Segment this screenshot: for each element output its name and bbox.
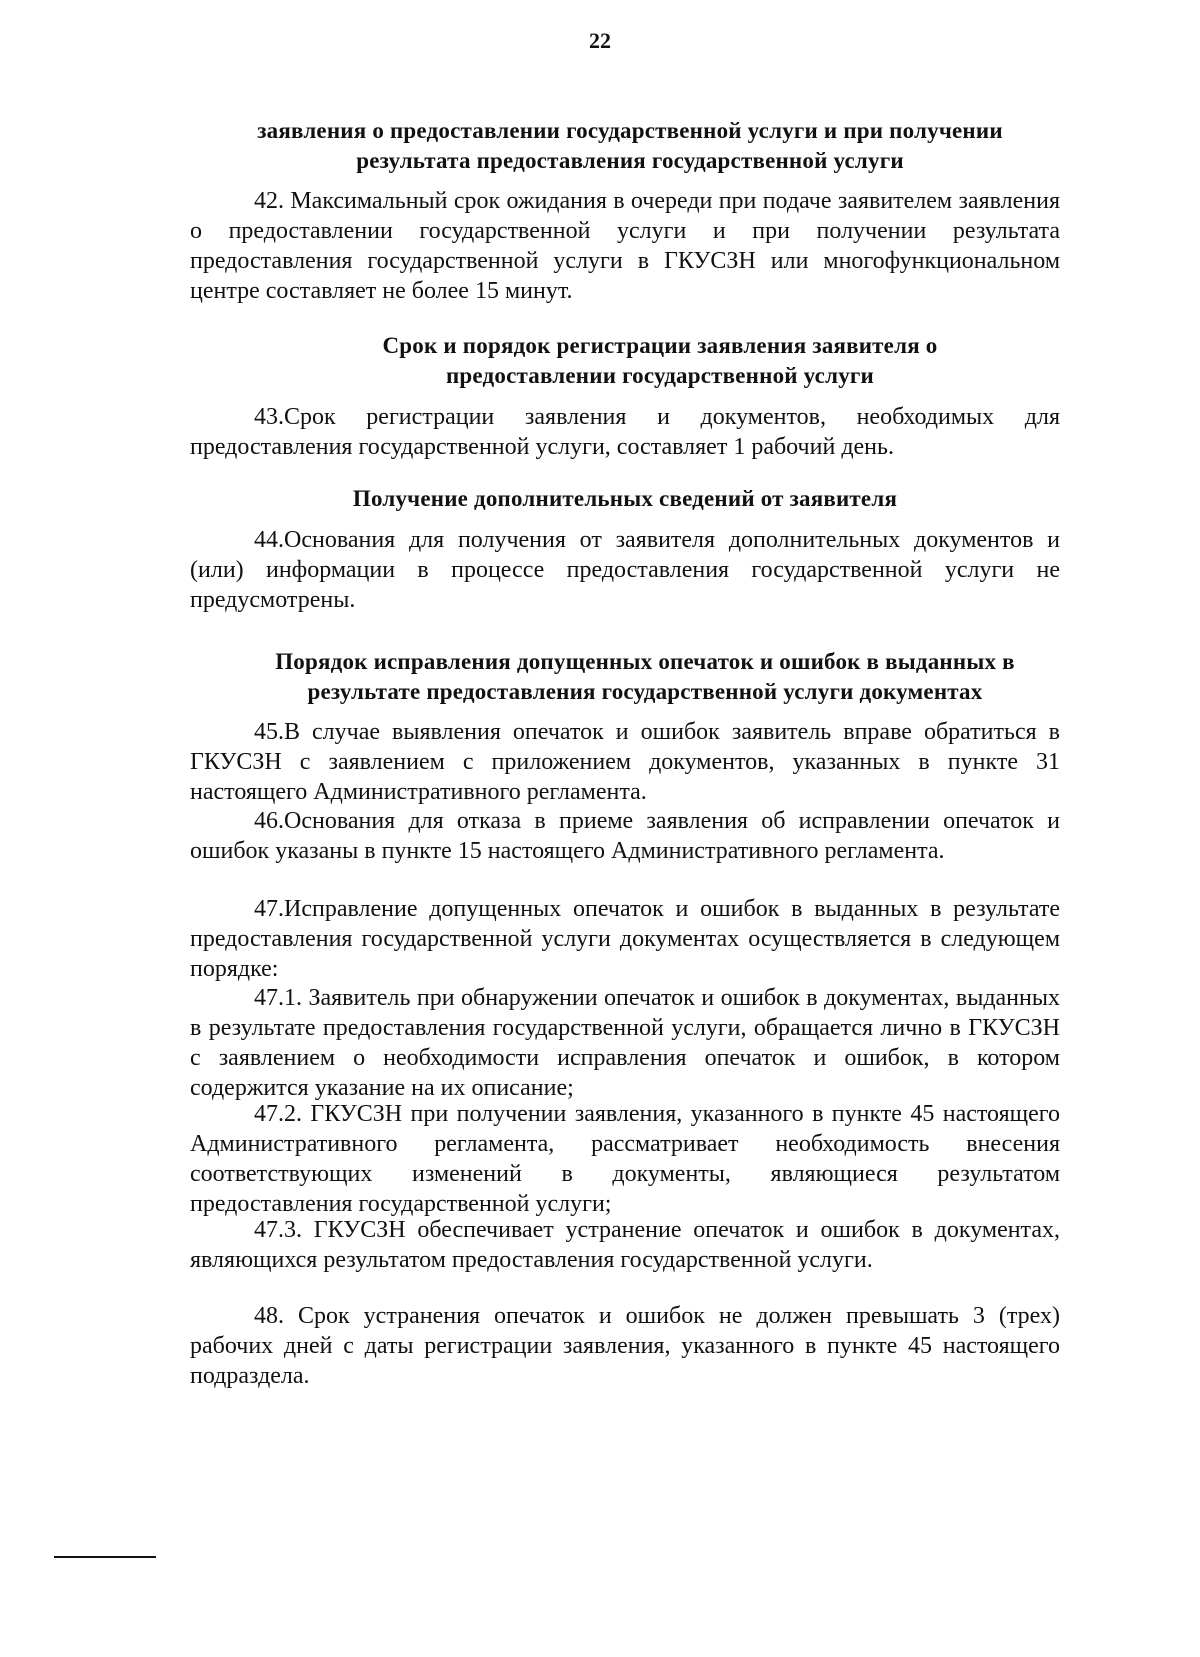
paragraph-48: 48. Срок устранения опечаток и ошибок не должен превышать 3 (трех) рабочих дней с даты регистрации заявления, указанного в пункте 45 настоящего подраздела.	[190, 1303, 1060, 1389]
paragraph-45: 45.В случае выявления опечаток и ошибок заявитель вправе обратиться в ГКУСЗН с заявлением с приложением документов, указанных в пункте 31 настоящего Административного регламента.	[190, 719, 1060, 805]
paragraph-47: 47.Исправление допущенных опечаток и ошибок в выданных в результате предоставления государственной услуги документах осуществляется в следующем порядке:	[190, 896, 1060, 982]
paragraph-47-1: 47.1. Заявитель при обнаружении опечаток и ошибок в документах, выданных в результате предоставления государственной услуги, обращается лично в ГКУСЗН с заявлением о необходимости исправления опечаток и ошибок, в котором содержится указание на их описание;	[190, 985, 1060, 1101]
paragraph-43: 43.Срок регистрации заявления и документов, необходимых для предоставления государственной услуги, составляет 1 рабочий день.	[190, 404, 1060, 460]
heading-registration: Срок и порядок регистрации заявления заявителя о предоставлении государственной услуги	[382, 333, 938, 388]
heading-error-correction: Порядок исправления допущенных опечаток и ошибок в выданных в результате предоставления государственной услуги документах	[275, 649, 1015, 704]
paragraph-47-2: 47.2. ГКУСЗН при получении заявления, указанного в пункте 45 настоящего Административного регламента, рассматривает необходимость внесения соответствующих изменений в документы, являющиеся результатом предоставления государственной услуги;	[190, 1101, 1060, 1217]
page-number: 22	[589, 28, 611, 53]
paragraph-42: 42. Максимальный срок ожидания в очереди при подаче заявителем заявления о предоставлении государственной услуги и при получении результата предоставления государственной услуги в ГКУСЗН или многофункциональном центре составляет не более 15 минут.	[190, 188, 1060, 304]
heading-continued: заявления о предоставлении государственной услуги и при получении результата предоставления государственной услуги	[257, 118, 1003, 173]
paragraph-44: 44.Основания для получения от заявителя дополнительных документов и (или) информации в процессе предоставления государственной услуги не предусмотрены.	[190, 527, 1060, 613]
heading-additional-info: Получение дополнительных сведений от заявителя	[352, 486, 898, 511]
footnote-separator	[54, 1556, 156, 1558]
paragraph-47-3: 47.3. ГКУСЗН обеспечивает устранение опечаток и ошибок в документах, являющихся результатом предоставления государственной услуги.	[190, 1217, 1060, 1273]
paragraph-46: 46.Основания для отказа в приеме заявления об исправлении опечаток и ошибок указаны в пункте 15 настоящего Административного регламента.	[190, 808, 1060, 864]
